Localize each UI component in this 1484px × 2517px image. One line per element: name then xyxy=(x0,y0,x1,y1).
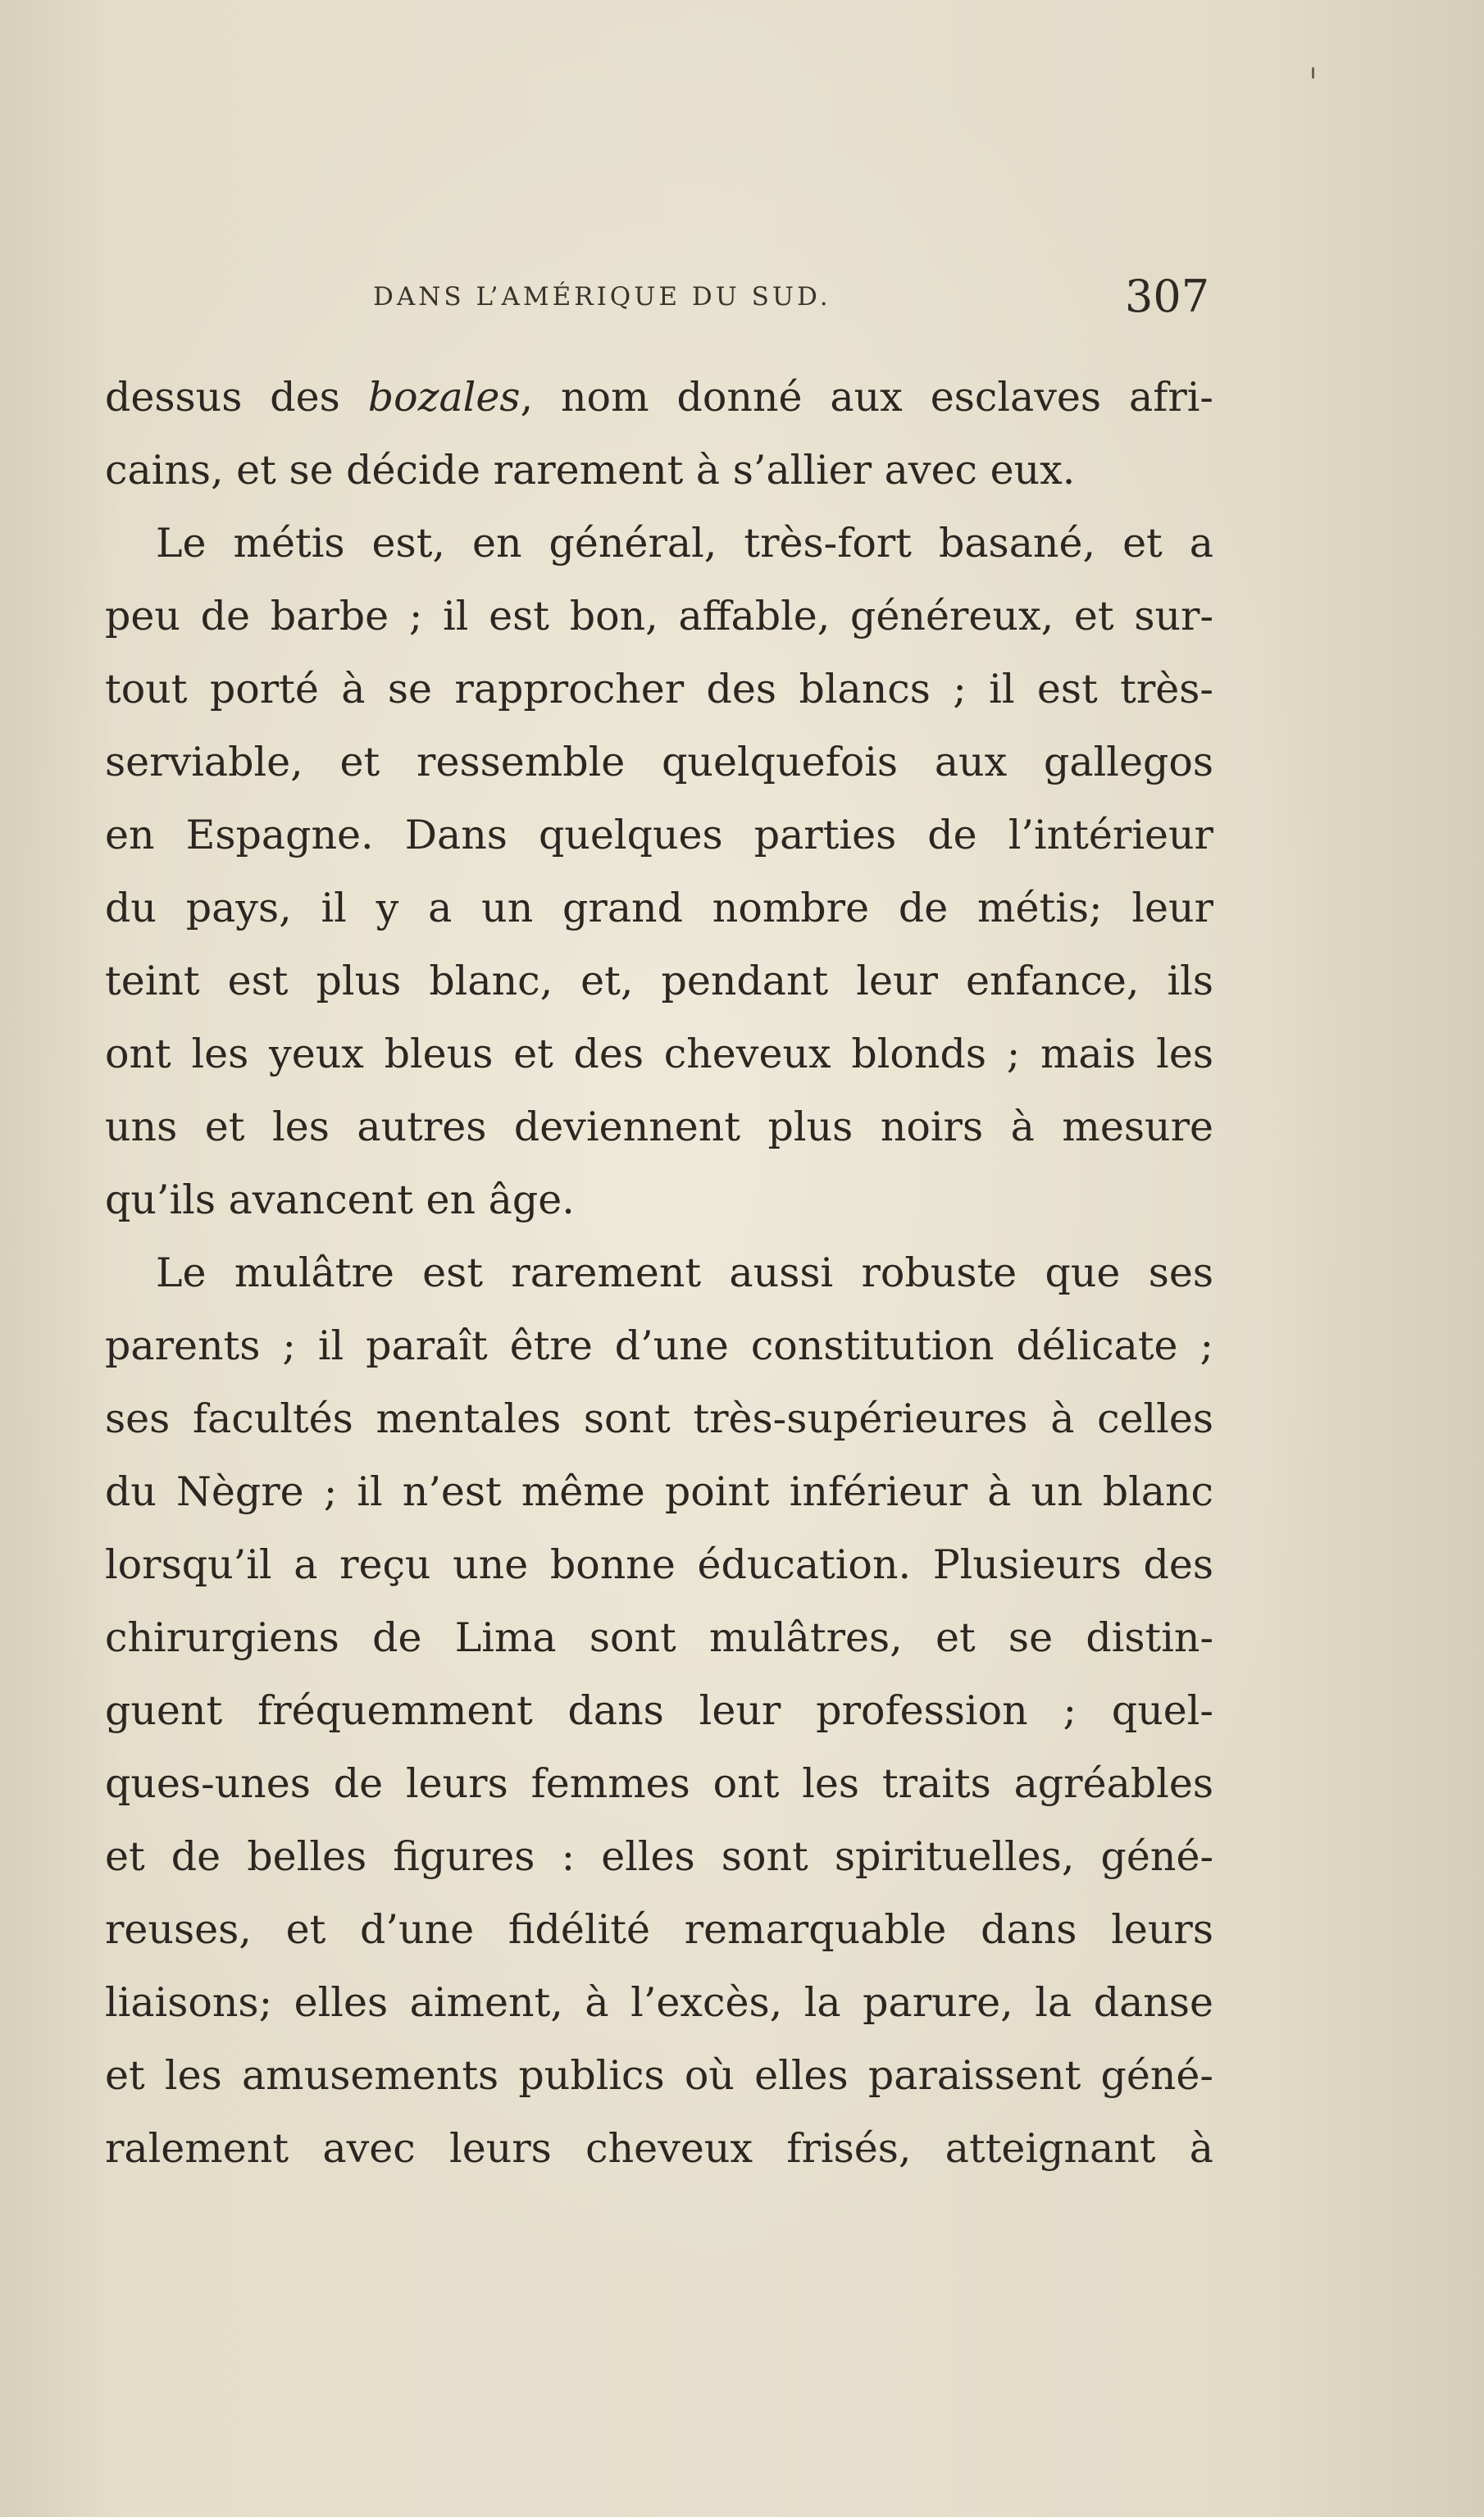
text-line: tout porté à se rapprocher des blancs ; il est très- xyxy=(105,666,1213,712)
text-line: du Nègre ; il n’est même point inférieur à un blanc xyxy=(105,1468,1213,1515)
text-line: lorsqu’il a reçu une bonne éducation. Plusieurs des xyxy=(105,1541,1213,1588)
text-line: ques-unes de leurs femmes ont les traits agréables xyxy=(105,1760,1213,1807)
text-line: en Espagne. Dans quelques parties de l’intérieur xyxy=(105,812,1213,858)
text-line: cains, et se décide rarement à s’allier avec eux. xyxy=(105,447,1076,494)
text-line: teint est plus blanc, et, pendant leur enfance, ils xyxy=(105,958,1213,1004)
text-line: serviable, et ressemble quelquefois aux gallegos xyxy=(105,739,1213,785)
text-line: chirurgiens de Lima sont mulâtres, et se distin- xyxy=(105,1614,1213,1661)
page-number: 307 xyxy=(1125,271,1210,322)
text-line: et de belles figures : elles sont spirituelles, géné- xyxy=(105,1833,1213,1880)
text-line: qu’ils avancent en âge. xyxy=(105,1177,575,1223)
text-line: peu de barbe ; il est bon, affable, généreux, et sur- xyxy=(105,593,1213,639)
paragraph-first-line: Le métis est, en général, très-fort basané, et a xyxy=(156,520,1213,567)
italic-term: bozales xyxy=(367,374,521,421)
paper-speck xyxy=(1312,67,1314,79)
text-line: liaisons; elles aiment, à l’excès, la parure, la danse xyxy=(105,1979,1213,2026)
text-line: parents ; il paraît être d’une constitution délicate ; xyxy=(105,1322,1213,1369)
text-line: ses facultés mentales sont très-supérieures à celles xyxy=(105,1395,1213,1442)
text-line: reuses, et d’une fidélité remarquable dans leurs xyxy=(105,1906,1213,1953)
text-line: et les amusements publics où elles paraissent géné- xyxy=(105,2052,1213,2099)
running-head: DANS L’AMÉRIQUE DU SUD. xyxy=(373,282,831,312)
paragraph-first-line: Le mulâtre est rarement aussi robuste que ses xyxy=(156,1249,1213,1296)
text-line: uns et les autres deviennent plus noirs à mesure xyxy=(105,1104,1213,1150)
text-line: ont les yeux bleus et des cheveux blonds ; mais les xyxy=(105,1031,1213,1077)
text-line: du pays, il y a un grand nombre de métis; leur xyxy=(105,885,1213,931)
page-header xyxy=(0,271,1484,328)
text-line: ralement avec leurs cheveux frisés, atteignant à xyxy=(105,2125,1213,2172)
text-line: dessus des bozales, nom donné aux esclaves afri- xyxy=(105,374,1213,421)
text-line: guent fréquemment dans leur profession ; quel- xyxy=(105,1687,1213,1734)
body-text xyxy=(105,361,1213,2185)
